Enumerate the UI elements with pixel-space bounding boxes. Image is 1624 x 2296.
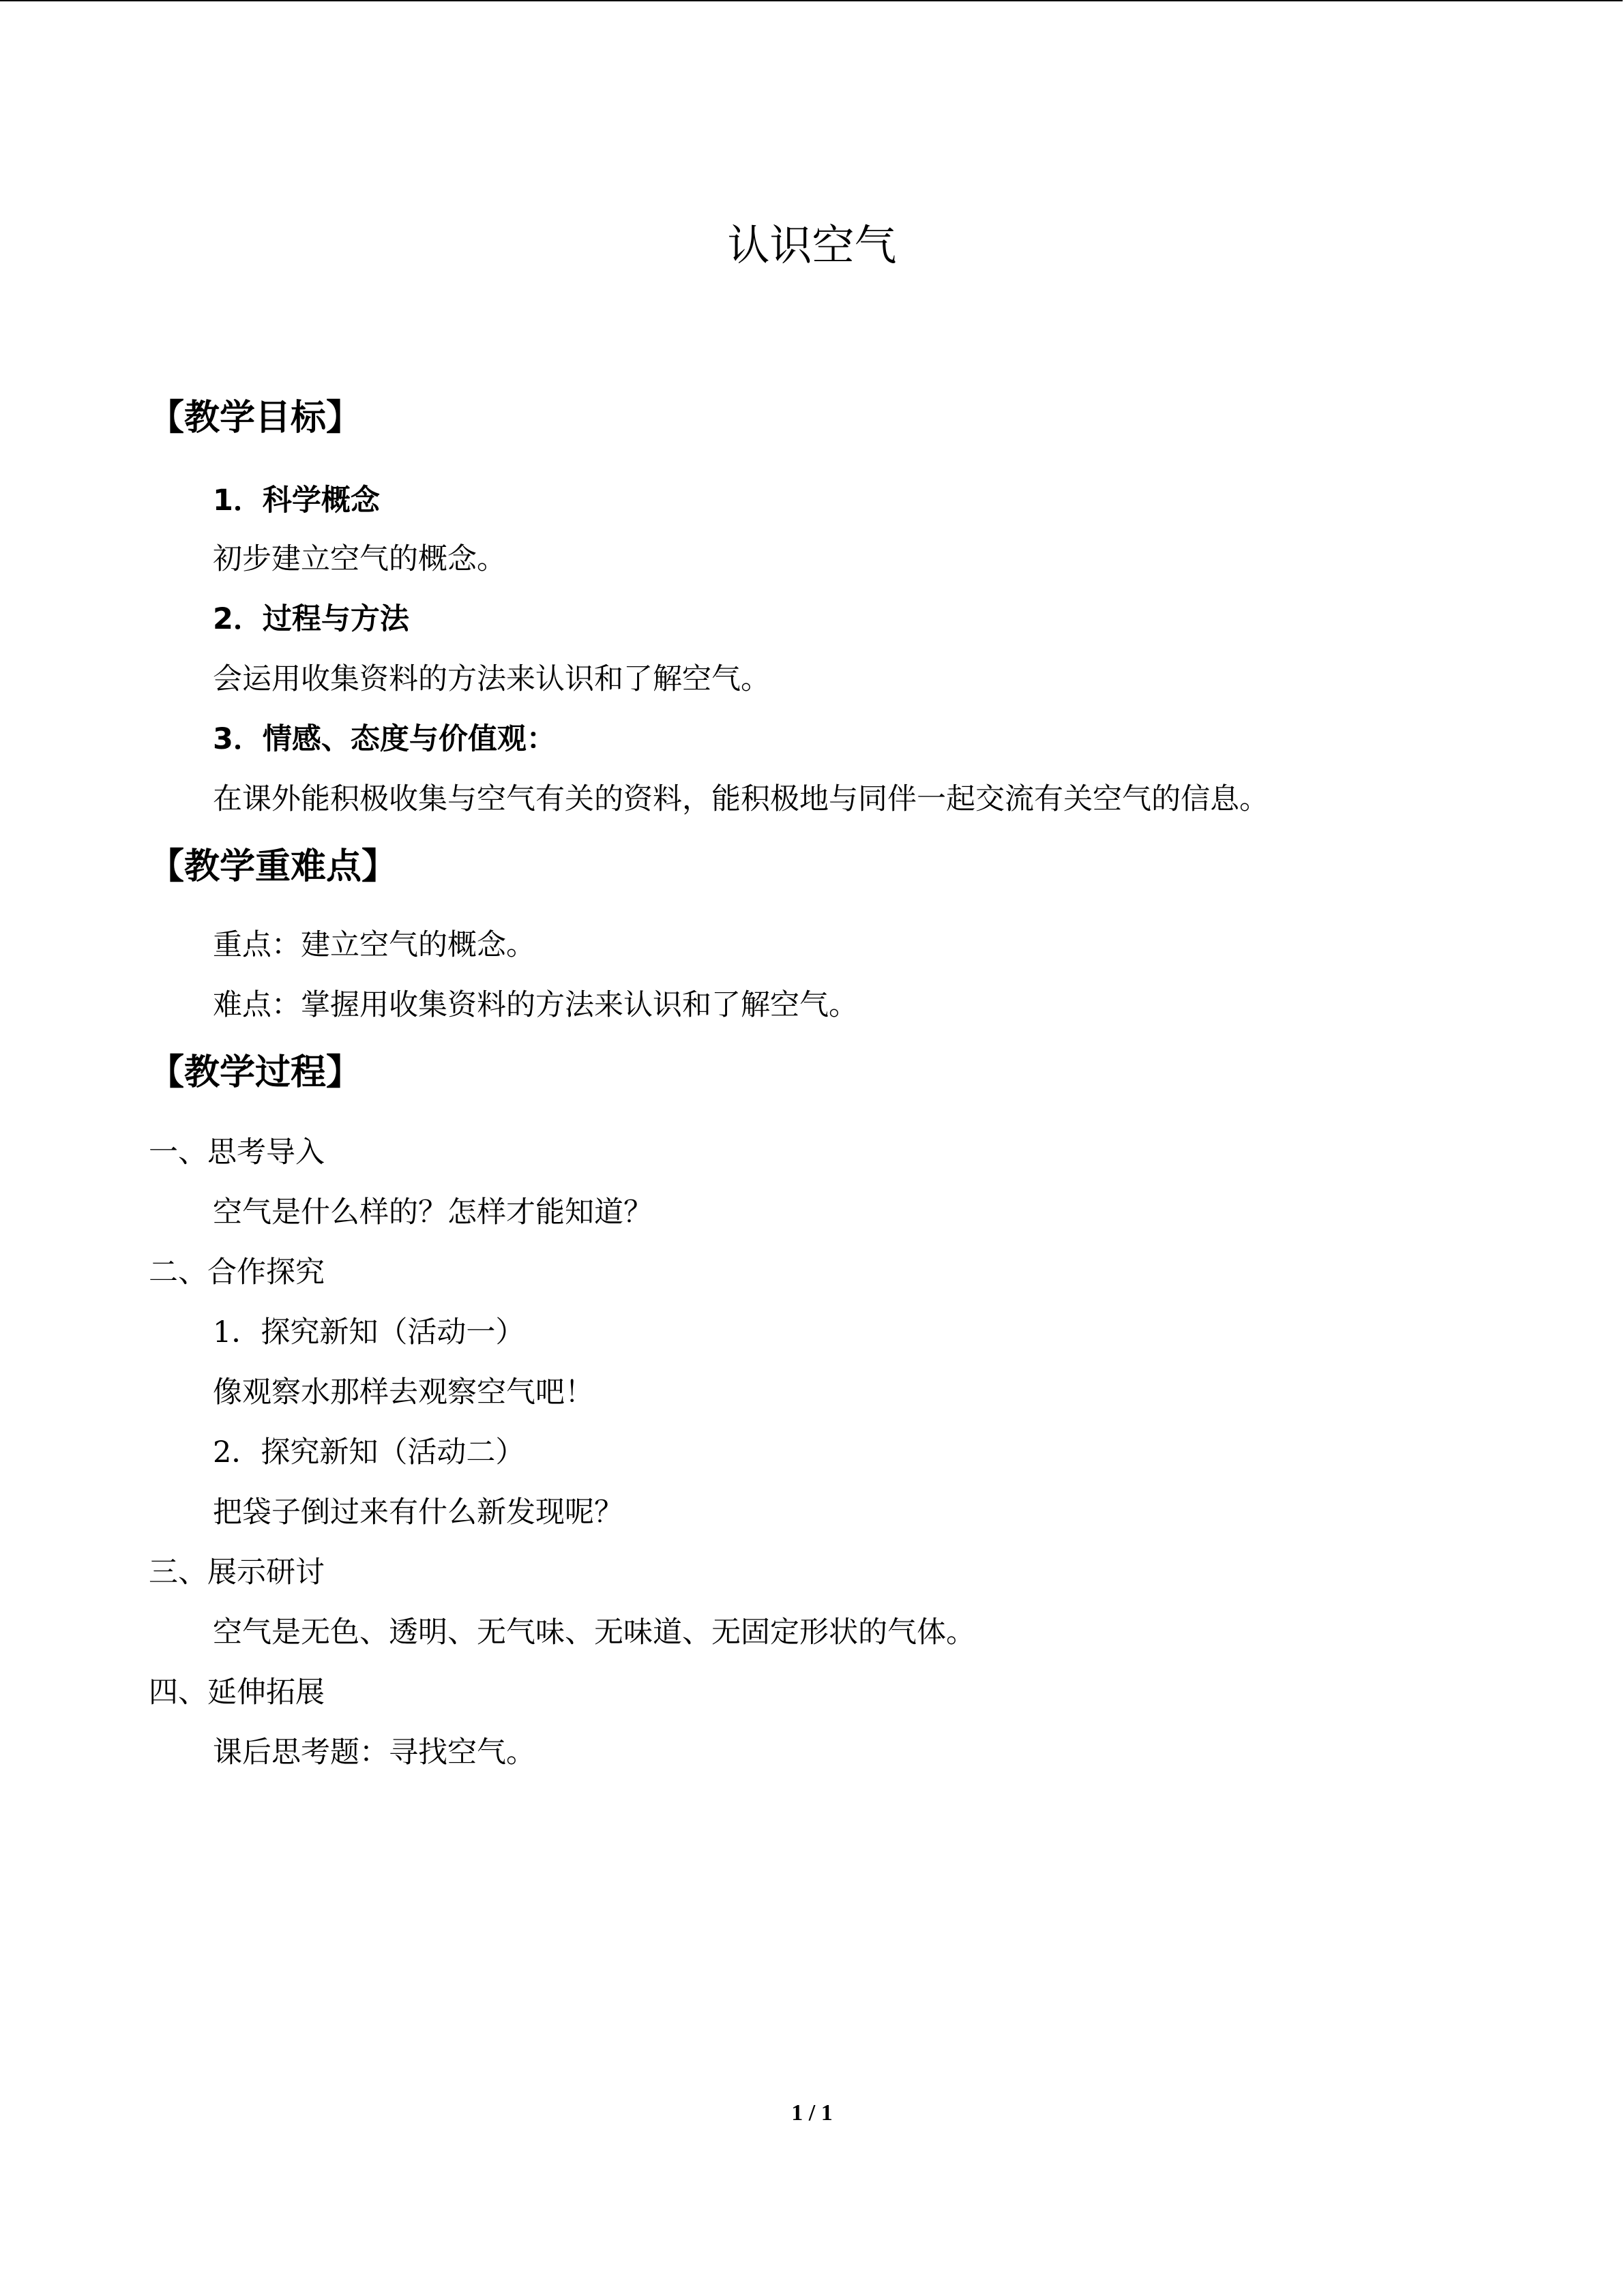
- objective-label-3: 3．情感、态度与价值观：: [213, 722, 556, 756]
- step-line: 1．探究新知（活动一）: [213, 1315, 525, 1350]
- objective-text-2: 会运用收集资料的方法来认识和了解空气。: [213, 662, 770, 696]
- step-title-1: 一、思考导入: [149, 1135, 325, 1169]
- objective-text-3: 在课外能积极收集与空气有关的资料，能积极地与同伴一起交流有关空气的信息。: [213, 782, 1269, 816]
- heading-key-points: 【教学重难点】: [149, 846, 398, 887]
- step-line: 像观察水那样去观察空气吧！: [213, 1375, 594, 1410]
- step-title-4: 四、延伸拓展: [149, 1675, 325, 1710]
- key-point: 重点：建立空气的概念。: [213, 928, 535, 962]
- step-line: 空气是什么样的？怎样才能知道？: [213, 1195, 653, 1229]
- difficult-point: 难点：掌握用收集资料的方法来认识和了解空气。: [213, 988, 858, 1022]
- step-line: 2．探究新知（活动二）: [213, 1435, 525, 1470]
- page-indicator: 1 / 1: [791, 2100, 833, 2126]
- objective-label-2: 2．过程与方法: [213, 602, 409, 636]
- step-line: 课后思考题：寻找空气。: [213, 1735, 535, 1770]
- heading-objectives: 【教学目标】: [149, 398, 362, 438]
- step-title-3: 三、展示研讨: [149, 1555, 325, 1590]
- step-line: 空气是无色、透明、无气味、无味道、无固定形状的气体。: [213, 1615, 975, 1650]
- objective-label-1: 1．科学概念: [213, 483, 380, 518]
- objective-text-1: 初步建立空气的概念。: [213, 542, 506, 576]
- page-top-border: [0, 0, 1623, 1]
- step-title-2: 二、合作探究: [149, 1255, 325, 1289]
- step-line: 把袋子倒过来有什么新发现呢？: [213, 1495, 623, 1530]
- document-title: 认识空气: [727, 220, 897, 270]
- heading-process: 【教学过程】: [149, 1052, 362, 1093]
